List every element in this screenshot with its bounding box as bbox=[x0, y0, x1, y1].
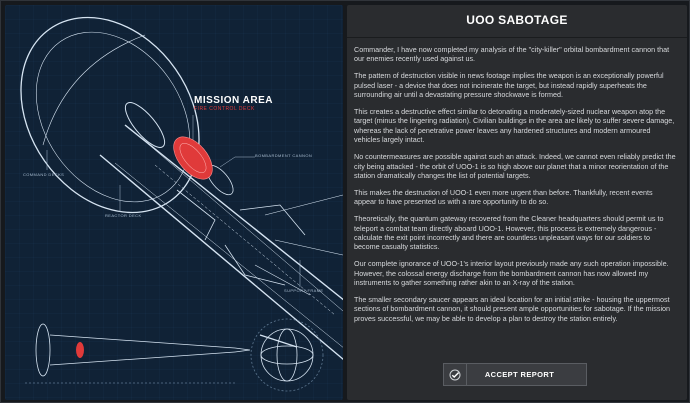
report-paragraph: Theoretically, the quantum gateway recovered from the Cleaner headquarters should permit us to teleport a combat team directly aboard UOO-1. However, this process is extremely dangerous - calculate the exit point incorrectly and there are countless unpleasant ways for our soldiers to become casualty statistics. bbox=[354, 214, 664, 252]
mission-area-subtitle: FIRE CONTROL DECK bbox=[194, 106, 255, 112]
report-panel bbox=[347, 5, 687, 400]
check-icon bbox=[444, 364, 467, 385]
report-paragraph: Commander, I have now completed my analysis of the "city-killer" orbital bombardment cannon that our enemies recently used against us. bbox=[354, 45, 670, 64]
report-title: UOO SABOTAGE bbox=[466, 13, 568, 27]
label-command-decks: COMMAND DECKS bbox=[23, 172, 65, 177]
label-bombardment-cannon: BOMBARDMENT CANNON bbox=[255, 153, 313, 158]
label-reactor-deck: REACTOR DECK bbox=[105, 213, 142, 218]
report-body bbox=[354, 45, 676, 331]
accept-report-label: ACCEPT REPORT bbox=[484, 370, 555, 379]
label-support-frame: SUPPORT FRAME bbox=[284, 288, 324, 293]
station-blueprint bbox=[5, 5, 343, 400]
mission-area-title: MISSION AREA bbox=[194, 95, 273, 106]
report-paragraph: Our complete ignorance of UOO-1's interior layout previously made any such operation impossible. However, the colossal energy discharge from the bombardment cannon has now allowed my instruments to gather something rather akin to an X-ray of the station. bbox=[354, 259, 669, 288]
title-divider bbox=[347, 37, 687, 38]
report-paragraph: This makes the destruction of UOO-1 even more urgent than before. Thankfully, recent events appear to have presented us with a rare opportunity to do so. bbox=[354, 187, 653, 207]
report-paragraph: This creates a destructive effect similar to detonating a moderately-sized nuclear weapon atop the target (minus the lingering radiation). Civilian buildings in the area are likely to suffer severe damage, whereas the lack of penetrative power leaves any hardened structures and modern armoured vehicles largely intact. bbox=[354, 107, 675, 145]
report-paragraph: The smaller secondary saucer appears an ideal location for an initial strike - housing the uppermost sections of bombardment cannon, it should present ample opportunities for sabotage. If the mission proves successful, we may be able to develop a plan to destroy the station entirely. bbox=[354, 295, 671, 323]
blueprint-drawing bbox=[5, 5, 343, 400]
report-paragraph: No countermeasures are possible against such an attack. Indeed, we cannot even reliably predict the city being attacked - the orbit of UOO-1 is so high above our planet that a minor reorientation of the station dramatically changes the list of potential targets. bbox=[354, 152, 676, 180]
report-paragraph: The pattern of destruction visible in news footage implies the weapon is an exceptionally powerful pulsed laser - a device that does not incinerate the target, but instead rapidly superheats the surrounding air until a devastating pressure shockwave is formed. bbox=[354, 71, 664, 100]
accept-report-button[interactable] bbox=[443, 363, 587, 386]
